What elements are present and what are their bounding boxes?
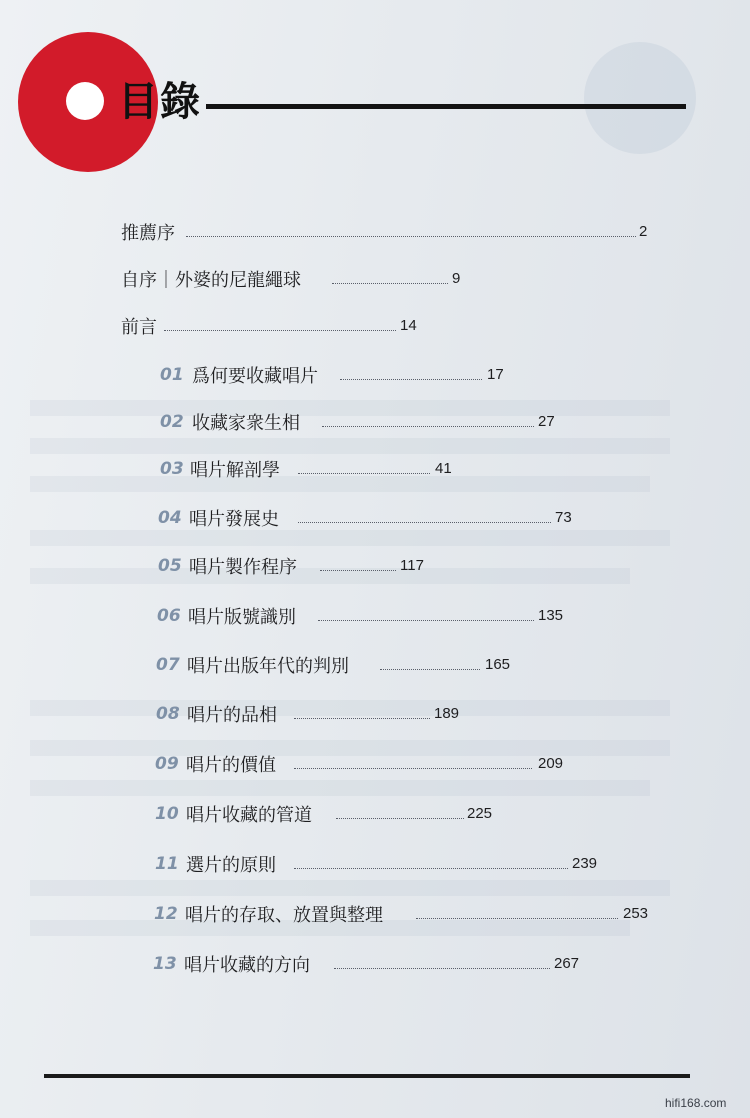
toc-leader [322,426,534,427]
toc-page-number: 189 [434,705,460,722]
ghost-text-line [30,700,670,716]
toc-leader [294,868,568,869]
chapter-number: 09 [155,754,179,774]
ghost-text-line [30,780,650,796]
toc-page-number: 267 [554,955,580,972]
toc-title: 唱片發展史 [189,509,279,530]
toc-leader [294,718,430,719]
chapter-number: 03 [160,459,184,479]
toc-leader [340,379,482,380]
toc-title: 唱片出版年代的判別 [187,656,349,677]
toc-title: 唱片版號識別 [188,607,296,628]
toc-leader [334,968,550,969]
ghost-text-line [30,476,650,492]
toc-leader [416,918,618,919]
toc-page-number: 27 [538,413,555,430]
toc-page-number: 41 [435,460,452,477]
chapter-number: 07 [156,655,180,675]
toc-page-number: 14 [400,317,417,334]
toc-leader [164,330,396,331]
bottom-rule [44,1074,690,1078]
toc-page-number: 165 [485,656,511,673]
toc-leader [320,570,396,571]
toc-title: 自序｜外婆的尼龍繩球 [121,270,301,291]
toc-title: 唱片的價值 [186,755,276,776]
toc-leader [332,283,448,284]
ghost-text-line [30,880,670,896]
toc-page-number: 225 [467,805,493,822]
chapter-number: 01 [160,365,184,385]
toc-leader [186,236,636,237]
toc-page-number: 117 [400,557,424,574]
toc-title: 選片的原則 [186,855,276,876]
toc-page-number: 17 [487,366,504,383]
chapter-number: 05 [158,556,182,576]
toc-page-number: 2 [639,223,648,240]
toc-page-number: 9 [452,270,461,287]
toc-title: 推薦序 [121,223,175,244]
toc-page-number: 135 [538,607,564,624]
toc-page-number: 209 [538,755,564,772]
ghost-text-line [30,530,670,546]
title-rule [206,104,686,109]
toc-page-number: 253 [623,905,649,922]
chapter-number: 13 [153,954,177,974]
toc-page-number: 73 [555,509,572,526]
toc-leader [298,473,430,474]
chapter-number: 08 [156,704,180,724]
toc-title: 唱片製作程序 [189,557,297,578]
toc-title: 唱片解剖學 [190,460,280,481]
toc-title: 唱片收藏的方向 [184,955,310,976]
toc-title: 爲何要收藏唱片 [192,366,318,387]
ghost-text-line [30,438,670,454]
toc-leader [298,522,551,523]
chapter-number: 11 [155,854,179,874]
toc-title: 收藏家衆生相 [192,413,300,434]
toc-leader [336,818,464,819]
chapter-number: 10 [155,804,179,824]
toc-leader [294,768,532,769]
chapter-number: 02 [160,412,184,432]
page-title: 目錄 [118,78,202,125]
chapter-number: 04 [158,508,182,528]
chapter-number: 12 [154,904,178,924]
chapter-number: 06 [157,606,181,626]
toc-leader [318,620,534,621]
toc-title: 唱片收藏的管道 [186,805,312,826]
watermark: hifi168.com [665,1096,727,1110]
ghost-circle-shape [584,42,696,154]
toc-title: 唱片的存取、放置與整理 [185,905,383,926]
logo-hole [66,82,104,120]
toc-title: 前言 [121,317,157,338]
toc-title: 唱片的品相 [187,705,277,726]
toc-leader [380,669,480,670]
ghost-text-line [30,740,670,756]
ghost-text-line [30,400,670,416]
toc-page-number: 239 [572,855,598,872]
